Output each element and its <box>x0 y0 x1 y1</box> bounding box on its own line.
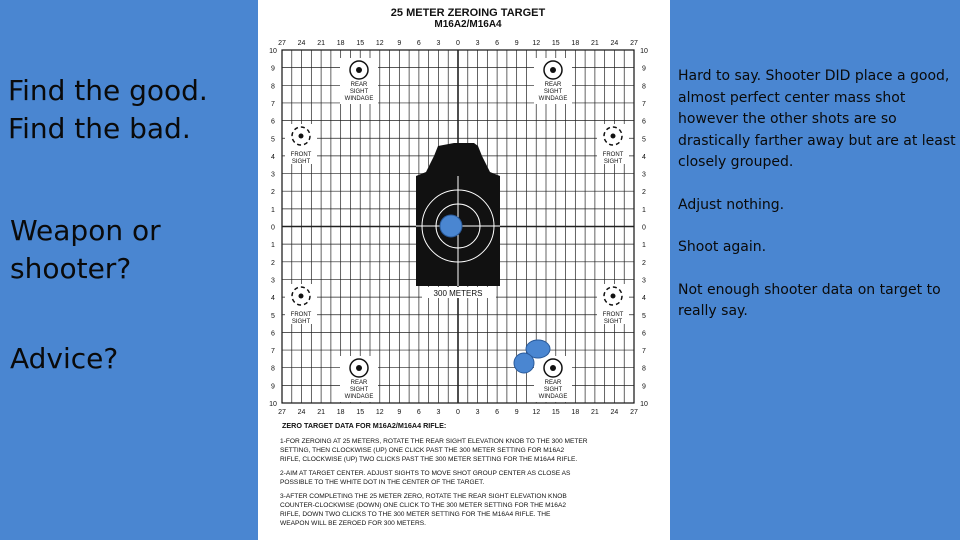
y-tick-label-left: 2 <box>271 259 275 267</box>
shot-hole <box>514 353 534 373</box>
zeroing-target-image <box>258 0 670 540</box>
y-tick-label-right: 7 <box>642 100 646 108</box>
x-tick-label-bottom: 6 <box>495 409 500 416</box>
x-tick-label-top: 27 <box>278 40 286 47</box>
rear-sight-dot <box>550 365 556 371</box>
front-sight-label: SIGHT <box>603 319 623 325</box>
y-tick-label-left: 1 <box>271 206 275 214</box>
y-tick-label-right: 9 <box>642 65 646 73</box>
x-tick-label-bottom: 0 <box>456 409 460 416</box>
x-tick-label-top: 21 <box>590 40 599 47</box>
target-subtitle: M16A2/M16A4 <box>434 19 502 30</box>
answer-paragraph: Shoot again. <box>678 239 767 255</box>
x-tick-label-top: 27 <box>630 40 638 47</box>
x-tick-label-top: 18 <box>571 40 580 47</box>
y-tick-label-left: 8 <box>271 365 275 373</box>
rear-sight-label: REAR <box>350 380 368 386</box>
x-tick-label-bottom: 15 <box>551 409 560 416</box>
x-tick-label-bottom: 9 <box>514 409 519 416</box>
y-tick-label-right: 8 <box>642 83 646 91</box>
front-sight-box <box>285 284 317 324</box>
y-tick-label-right: 5 <box>642 136 646 144</box>
y-tick-label-right: 10 <box>640 401 648 408</box>
y-tick-label-right: 6 <box>642 118 646 126</box>
front-sight-box <box>285 124 317 164</box>
front-sight-box <box>597 284 629 324</box>
rear-sight-dot <box>356 67 362 73</box>
x-tick-label-top: 24 <box>297 40 306 47</box>
x-tick-label-bottom: 24 <box>297 409 306 416</box>
front-sight-label: FRONT <box>290 152 312 158</box>
y-tick-label-left: 7 <box>271 348 275 356</box>
y-tick-label-right: 2 <box>642 189 646 197</box>
y-tick-label-right: 7 <box>642 348 646 356</box>
instruction-line: COUNTER-CLOCKWISE (DOWN) ONE CLICK TO THE 300 METER SETTING FOR THE M16A2 <box>280 502 567 509</box>
y-tick-label-left: 6 <box>271 118 275 126</box>
y-tick-label-right: 5 <box>642 312 646 320</box>
x-tick-label-top: 15 <box>356 40 365 47</box>
answer-paragraph: Adjust nothing. <box>678 196 785 213</box>
rear-sight-label: SIGHT <box>349 387 369 393</box>
x-tick-label-bottom: 18 <box>571 409 580 416</box>
y-tick-label-left: 2 <box>271 189 275 197</box>
instruction-line: ZERO TARGET DATA FOR M16A2/M16A4 RIFLE: <box>282 421 447 430</box>
y-tick-label-left: 7 <box>271 100 275 108</box>
y-tick-label-left: 5 <box>271 312 275 320</box>
rear-sight-label: WINDAGE <box>344 394 374 400</box>
instruction-line: RIFLE, CLOCKWISE (UP) TWO CLICKS PAST THE 300 METER SETTING FOR THE M16A4 RIFLE. <box>280 456 578 463</box>
x-tick-label-bottom: 12 <box>532 409 541 416</box>
instruction-line: WEAPON WILL BE ZEROED FOR 300 METERS. <box>280 520 426 527</box>
y-tick-label-left: 10 <box>269 401 277 408</box>
y-tick-label-right: 9 <box>642 383 646 391</box>
x-tick-label-top: 21 <box>317 40 326 47</box>
x-tick-label-bottom: 27 <box>278 409 286 416</box>
rear-sight-dot <box>550 67 556 73</box>
answer-paragraph: Not enough shooter data on target to really say. <box>678 281 941 319</box>
x-tick-label-bottom: 21 <box>590 409 599 416</box>
question-line: Weapon or <box>10 214 161 247</box>
y-tick-label-right: 4 <box>642 153 646 161</box>
y-tick-label-right: 6 <box>642 330 646 338</box>
x-tick-label-top: 3 <box>436 40 441 47</box>
rear-sight-label: SIGHT <box>543 387 563 393</box>
y-tick-label-left: 8 <box>271 83 275 91</box>
x-tick-label-bottom: 9 <box>397 409 402 416</box>
y-tick-label-left: 10 <box>269 48 277 55</box>
x-tick-label-top: 18 <box>336 40 345 47</box>
front-sight-dot <box>299 294 304 299</box>
y-tick-label-left: 3 <box>271 277 275 285</box>
x-tick-label-top: 12 <box>375 40 384 47</box>
rear-sight-label: REAR <box>350 82 368 88</box>
instruction-line: 2-AIM AT TARGET CENTER. ADJUST SIGHTS TO MOVE SHOT GROUP CENTER AS CLOSE AS <box>280 470 571 477</box>
x-tick-label-top: 9 <box>514 40 519 47</box>
instruction-line: 3-AFTER COMPLETING THE 25 METER ZERO, ROTATE THE REAR SIGHT ELEVATION KNOB <box>280 493 567 500</box>
x-tick-label-top: 6 <box>495 40 500 47</box>
rear-sight-label: WINDAGE <box>344 96 374 102</box>
x-tick-label-bottom: 6 <box>416 409 421 416</box>
question-line: Advice? <box>10 342 119 375</box>
y-tick-label-left: 6 <box>271 330 275 338</box>
y-tick-label-right: 3 <box>642 277 646 285</box>
rear-sight-label: WINDAGE <box>538 394 568 400</box>
shot-hole <box>440 215 462 237</box>
front-sight-label: SIGHT <box>291 319 311 325</box>
question-weapon-shooter <box>10 212 161 288</box>
front-sight-label: FRONT <box>290 312 312 318</box>
silhouette-label: 300 METERS <box>433 289 483 298</box>
y-tick-label-left: 4 <box>271 153 275 161</box>
x-tick-label-bottom: 24 <box>610 409 619 416</box>
y-tick-label-right: 10 <box>640 48 648 55</box>
x-tick-label-top: 0 <box>456 40 460 47</box>
y-tick-label-right: 2 <box>642 259 646 267</box>
question-line: Find the bad. <box>8 112 191 145</box>
front-sight-box <box>597 124 629 164</box>
x-tick-label-top: 24 <box>610 40 619 47</box>
instruction-line: 1-FOR ZEROING AT 25 METERS, ROTATE THE REAR SIGHT ELEVATION KNOB TO THE 300 METER <box>280 438 588 445</box>
x-tick-label-top: 15 <box>551 40 560 47</box>
question-line: shooter? <box>10 252 132 285</box>
front-sight-dot <box>299 134 304 139</box>
front-sight-dot <box>611 294 616 299</box>
instruction-line: RIFLE, DOWN TWO CLICKS TO THE 300 METER SETTING FOR THE M16A4 RIFLE. THE <box>280 511 551 518</box>
y-tick-label-right: 1 <box>642 242 646 250</box>
front-sight-label: FRONT <box>602 152 624 158</box>
rear-sight-dot <box>356 365 362 371</box>
y-tick-label-left: 9 <box>271 383 275 391</box>
x-tick-label-top: 3 <box>475 40 480 47</box>
y-tick-label-right: 4 <box>642 295 646 303</box>
rear-sight-label: SIGHT <box>349 89 369 95</box>
zero-instructions <box>280 421 588 527</box>
front-sight-label: SIGHT <box>603 159 623 165</box>
question-find-good-bad <box>8 72 208 148</box>
y-tick-label-right: 8 <box>642 365 646 373</box>
x-tick-label-bottom: 12 <box>375 409 384 416</box>
x-tick-label-bottom: 15 <box>356 409 365 416</box>
target-title: 25 METER ZEROING TARGET <box>390 7 546 19</box>
rear-sight-label: REAR <box>544 82 562 88</box>
y-tick-label-left: 0 <box>271 224 275 232</box>
rear-sight-label: SIGHT <box>543 89 563 95</box>
y-tick-label-left: 1 <box>271 242 275 250</box>
x-tick-label-top: 9 <box>397 40 402 47</box>
y-tick-label-left: 4 <box>271 295 275 303</box>
front-sight-label: SIGHT <box>291 159 311 165</box>
y-tick-label-left: 5 <box>271 136 275 144</box>
x-tick-label-top: 12 <box>532 40 541 47</box>
question-advice <box>10 340 118 378</box>
y-tick-label-left: 9 <box>271 65 275 73</box>
y-tick-label-right: 0 <box>642 224 646 232</box>
instruction-line: POSSIBLE TO THE WHITE DOT IN THE CENTER OF THE TARGET. <box>280 479 485 486</box>
y-tick-label-right: 3 <box>642 171 646 179</box>
x-tick-label-bottom: 3 <box>475 409 480 416</box>
question-line: Find the good. <box>8 74 208 107</box>
rear-sight-label: REAR <box>544 380 562 386</box>
x-tick-label-bottom: 3 <box>436 409 441 416</box>
x-tick-label-bottom: 27 <box>630 409 638 416</box>
y-tick-label-right: 1 <box>642 206 646 214</box>
front-sight-label: FRONT <box>602 312 624 318</box>
x-tick-label-top: 6 <box>416 40 421 47</box>
rear-sight-label: WINDAGE <box>538 96 568 102</box>
front-sight-dot <box>611 134 616 139</box>
x-tick-label-bottom: 18 <box>336 409 345 416</box>
y-tick-label-left: 3 <box>271 171 275 179</box>
instruction-line: SETTING, THEN CLOCKWISE (UP) ONE CLICK PAST THE 300 METER SETTING FOR M16A2 <box>280 447 565 454</box>
answer-column <box>678 66 958 344</box>
zeroing-target-graphic <box>258 0 670 540</box>
x-tick-label-bottom: 21 <box>317 409 326 416</box>
answer-paragraph: Hard to say. Shooter DID place a good, almost perfect center mass shot however the other shots are so drastically farther away but are at least closely grouped. <box>678 68 956 170</box>
